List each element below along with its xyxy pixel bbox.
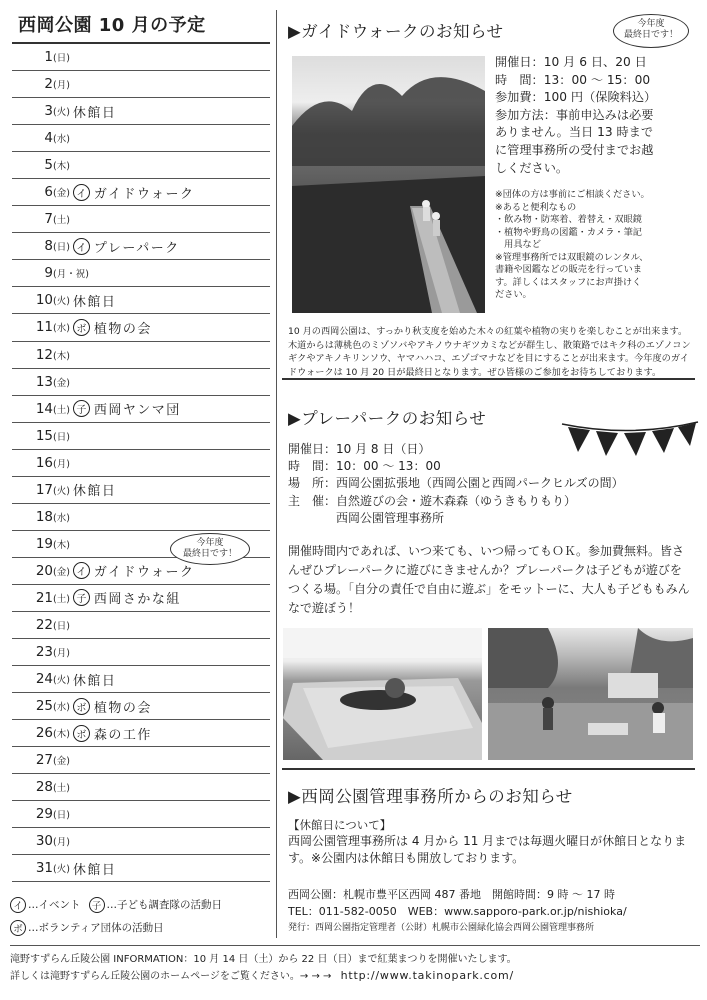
- calendar-legend: [10, 893, 275, 939]
- day-event: 休館日: [72, 294, 117, 310]
- day-event: 植物の会: [93, 700, 152, 716]
- office-contact: [288, 886, 698, 937]
- day-number: 23: [35, 644, 53, 661]
- day-of-week: (土): [53, 404, 70, 416]
- day-number: 16: [35, 454, 53, 471]
- text-line: 用具など: [495, 239, 541, 250]
- day-number: 15: [35, 427, 53, 444]
- guide-walk-heading: ▶ガイドウォークのお知らせ: [288, 22, 504, 41]
- day-number: 26: [35, 725, 53, 742]
- calendar-day-row: [12, 369, 270, 396]
- day-event: プレーパーク: [93, 240, 180, 256]
- text-line: 参加方法：事前申込みは必要: [495, 107, 654, 122]
- day-number: 31: [35, 860, 53, 877]
- volunteer-badge-icon: ボ: [10, 920, 26, 936]
- day-number: 24: [35, 671, 53, 688]
- day-number: 12: [35, 346, 53, 363]
- event-type-badge-icon: ボ: [73, 725, 90, 742]
- day-of-week: (土): [53, 593, 70, 605]
- event-type-badge-icon: 子: [73, 400, 90, 417]
- day-of-week: (日): [53, 53, 70, 65]
- text-line: 開催日：10 月 6 日、20 日: [495, 55, 647, 69]
- day-number: 3: [44, 103, 53, 120]
- day-of-week: (月): [53, 458, 70, 470]
- day-of-week: (日): [53, 431, 70, 443]
- day-of-week: (土): [53, 215, 70, 227]
- legend-event-label: …イベント: [28, 899, 81, 911]
- event-badge-icon: イ: [10, 897, 26, 913]
- calendar-day-row: [12, 774, 270, 801]
- text-line: 主 催：自然遊びの会・遊木森森（ゆうきもりもり）: [288, 493, 577, 508]
- day-event: ガイドウォーク: [93, 565, 195, 581]
- day-of-week: (水): [53, 134, 70, 146]
- playpark-photo-group: [488, 628, 693, 760]
- column-divider: [276, 10, 277, 938]
- day-event: 休館日: [72, 862, 117, 878]
- calendar-day-row: [12, 314, 270, 341]
- takino-park-info: [10, 945, 700, 985]
- text-line: 場 所：西岡公園拡張地（西岡公園と西岡パークヒルズの間）: [288, 476, 624, 491]
- day-number: 22: [35, 617, 53, 633]
- calendar-day-row: [12, 666, 270, 693]
- day-number: 14: [35, 400, 53, 417]
- day-of-week: (月): [53, 648, 70, 660]
- event-type-badge-icon: イ: [73, 238, 90, 255]
- text-line: ※あると便利なもの: [495, 201, 577, 213]
- day-number: 17: [35, 481, 53, 498]
- day-event: 森の工作: [93, 727, 152, 743]
- guide-walk-description: 10 月の西岡公園は、すっかり秋支度を始めた木々の紅葉や植物の実りを楽しむことが出来ます。木道からは薄桃色のミゾソバやアキノウナギツカミなどが群生し、散策路ではキク科のエゾノコンギクやアキノキリンソウ、ヤマハハコ、エゾゴマナなどを目にすることが出来ます。今年度のガイドウォークは 10 月 20 日が最終日となります。ぜひ皆様のご参加をお待ちしております。: [288, 326, 691, 378]
- text-line: ありません。当日 13 時まで: [495, 125, 654, 140]
- calendar-day-row: [12, 504, 270, 531]
- event-type-badge-icon: 子: [73, 589, 90, 606]
- guide-walk-photo: [292, 56, 485, 313]
- playpark-photo-slide: [283, 628, 482, 760]
- day-of-week: (水): [53, 323, 70, 335]
- day-of-week: (火): [53, 107, 70, 119]
- day-of-week: (火): [53, 296, 70, 308]
- calendar-day-row: [12, 801, 270, 828]
- calendar-day-row: [12, 855, 270, 882]
- footer-line-2: 詳しくは滝野すずらん丘陵公園のホームページをご覧ください。→ → → http://www.takinopark.com/: [10, 969, 515, 982]
- day-of-week: (月): [53, 837, 70, 849]
- takino-park-link[interactable]: http://www.takinopark.com/: [340, 969, 515, 982]
- day-number: 30: [35, 833, 53, 850]
- guide-last-day-bubble: 今年度 最終日です！: [613, 14, 689, 48]
- day-of-week: (日): [53, 621, 70, 632]
- day-of-week: (木): [53, 161, 70, 173]
- guide-walk-details: [495, 54, 700, 177]
- calendar-title: 西岡公園 10 月の予定: [12, 10, 270, 44]
- day-number: 1: [44, 49, 53, 66]
- calendar-day-row: [12, 828, 270, 855]
- footer-line-1: 滝野すずらん丘陵公園 INFORMATION：10 月 14 日（土）から 22 日（日）まで紅葉まつりを開催いたします。: [10, 954, 517, 965]
- guide-walk-notes: [495, 189, 700, 302]
- event-type-badge-icon: イ: [73, 184, 90, 201]
- office-phone-web: TEL：011-582-0050 WEB：www.sapporo-park.or.jp/nishioka/: [288, 905, 627, 918]
- calendar-day-row: [12, 342, 270, 369]
- text-line: 開催日：10 月 8 日（日）: [288, 442, 431, 456]
- calendar-day-row: [12, 233, 270, 260]
- day-of-week: (日): [53, 810, 70, 822]
- day-of-week: (水): [53, 512, 70, 524]
- day-event: 西岡ヤンマ団: [93, 403, 181, 419]
- office-address: 西岡公園：札幌市豊平区西岡 487 番地 開館時間：9 時 〜 17 時: [288, 888, 615, 901]
- playpark-details: [288, 441, 693, 527]
- calendar-day-row: [12, 260, 270, 287]
- playpark-heading: ▶プレーパークのお知らせ: [288, 409, 487, 428]
- day-number: 2: [44, 76, 53, 93]
- day-of-week: (月): [53, 80, 70, 92]
- legend-row: [10, 893, 275, 916]
- calendar-day-row: [12, 612, 270, 639]
- day-number: 20: [35, 562, 53, 579]
- text-line: 西岡公園管理事務所: [288, 510, 445, 525]
- day-of-week: (金): [53, 566, 70, 578]
- calendar-day-row: [12, 639, 270, 666]
- day-number: 25: [35, 698, 53, 715]
- closed-day-subheading: 【休館日について】: [288, 818, 392, 832]
- calendar-day-row: [12, 720, 270, 747]
- day-event: 休館日: [72, 484, 117, 500]
- last-day-bubble: 今年度 最終日です！: [170, 533, 250, 565]
- day-number: 18: [35, 508, 53, 525]
- calendar-day-row: [12, 477, 270, 504]
- day-of-week: (金): [53, 188, 70, 200]
- calendar-day-row: [12, 450, 270, 477]
- calendar-day-row: [12, 206, 270, 233]
- kids-badge-icon: 子: [89, 897, 105, 913]
- day-event: 植物の会: [93, 321, 152, 337]
- calendar-day-row: [12, 152, 270, 179]
- section-divider: [282, 768, 695, 770]
- text-line: 書籍や図鑑などの販売を行っていま: [495, 264, 642, 275]
- day-event: ガイドウォーク: [93, 186, 195, 202]
- text-line: 時 間：10：00 〜 13：00: [288, 459, 441, 474]
- day-event: 休館日: [72, 105, 117, 121]
- legend-volunteer-label: …ボランティア団体の活動日: [28, 922, 164, 934]
- calendar-day-row: [12, 287, 270, 314]
- office-heading: ▶西岡公園管理事務所からのお知らせ: [288, 787, 573, 806]
- text-line: ※管理事務所では双眼鏡のレンタル、: [495, 251, 649, 263]
- text-line: ・飲み物・防寒着、着替え・双眼鏡: [495, 214, 642, 225]
- legend-row: [10, 916, 275, 939]
- event-type-badge-icon: ボ: [73, 319, 90, 336]
- calendar-day-row: [12, 585, 270, 612]
- day-of-week: (木): [53, 729, 70, 741]
- calendar-day-row: [12, 71, 270, 98]
- day-number: 19: [35, 535, 53, 552]
- day-of-week: (火): [53, 485, 70, 497]
- day-of-week: (木): [53, 350, 70, 362]
- calendar-day-row: [12, 747, 270, 774]
- calendar-day-row: [12, 693, 270, 720]
- text-line: ※団体の方は事前にご相談ください。: [495, 189, 650, 200]
- day-of-week: (月・祝): [53, 269, 89, 281]
- calendar-day-row: [12, 44, 270, 71]
- day-of-week: (木): [53, 539, 70, 551]
- text-line: ・植物や野鳥の図鑑・カメラ・筆記: [495, 226, 642, 238]
- day-number: 10: [35, 292, 53, 309]
- calendar-day-row: [12, 98, 270, 125]
- calendar-days: [12, 44, 270, 882]
- day-number: 4: [44, 130, 53, 147]
- text-line: しください。: [495, 160, 569, 175]
- event-type-badge-icon: ボ: [73, 698, 90, 715]
- calendar-day-row: [12, 423, 270, 450]
- playpark-description: 開催時間内であれば、いつ来ても、いつ帰ってもＯＫ。参加費無料。皆さんぜひプレーパークに遊びにきませんか？プレーパークは子どもが遊びをつくる場。「自分の責任で自由に遊ぶ」をモットーに、大人も子どももみんなで遊ぼう！: [288, 544, 690, 615]
- day-number: 11: [35, 319, 53, 336]
- day-number: 21: [35, 589, 53, 606]
- section-divider: [282, 378, 695, 380]
- calendar-day-row: [12, 396, 270, 423]
- day-event: 休館日: [72, 673, 117, 689]
- day-of-week: (日): [53, 242, 70, 254]
- day-of-week: (水): [53, 702, 70, 714]
- text-line: 参加費：100 円（保険料込）: [495, 90, 657, 105]
- text-line: 時 間：13：00 〜 15：00: [495, 72, 651, 87]
- event-type-badge-icon: イ: [73, 562, 90, 579]
- day-number: 8: [44, 238, 53, 255]
- day-of-week: (土): [53, 783, 70, 795]
- day-of-week: (金): [53, 377, 70, 389]
- text-line: す。詳しくはスタッフにお声掛けく: [495, 276, 642, 288]
- day-number: 29: [35, 806, 53, 823]
- day-event: 西岡さかな組: [93, 592, 181, 608]
- calendar-day-row: [12, 125, 270, 152]
- day-number: 9: [44, 265, 53, 282]
- october-calendar: [12, 10, 270, 882]
- office-publisher: 発行：西岡公園指定管理者（公財）札幌市公園緑化協会西岡公園管理事務所: [288, 923, 595, 933]
- day-number: 6: [44, 184, 53, 201]
- day-number: 5: [44, 157, 53, 174]
- day-number: 27: [35, 752, 53, 769]
- text-line: ださい。: [495, 289, 532, 300]
- day-of-week: (火): [53, 864, 70, 876]
- closed-day-text: 西岡公園管理事務所は 4 月から 11 月までは毎週火曜日が休館日となります。※公園内は休館日も開放しております。: [288, 834, 687, 865]
- calendar-day-row: [12, 179, 270, 206]
- day-number: 28: [35, 779, 53, 796]
- day-of-week: (金): [53, 756, 70, 768]
- legend-kids-label: …子ども調査隊の活動日: [106, 899, 222, 911]
- day-number: 7: [44, 211, 53, 228]
- day-of-week: (火): [53, 675, 70, 687]
- text-line: に管理事務所の受付までお越: [495, 142, 654, 157]
- day-number: 13: [35, 373, 53, 390]
